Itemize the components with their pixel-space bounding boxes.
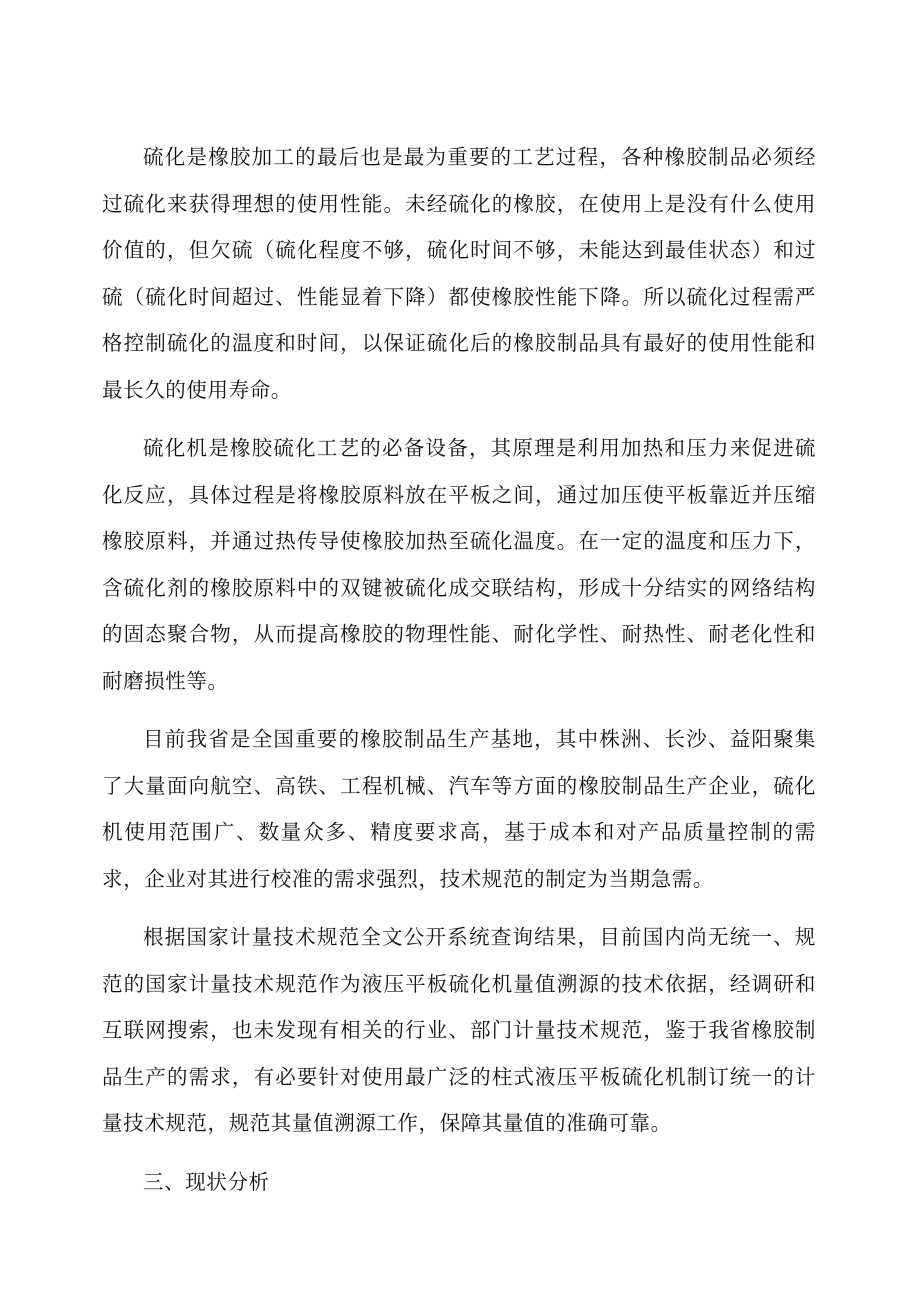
paragraph-regulation-need: 根据国家计量技术规范全文公开系统查询结果，目前国内尚无统一、规范的国家计量技术规范作为液压平板硫化机量值溯源的技术依据，经调研和互联网搜索，也未发现有相关的行业、部门计量技术规范，鉴于我省橡胶制品生产的需求，有必要针对使用最广泛的柱式液压平板硫化机制订统一的计量技术规范，规范其量值溯源工作，保障其量值的准确可靠。 [102, 925, 816, 1135]
paragraph-vulcanization-importance: 硫化是橡胶加工的最后也是最为重要的工艺过程，各种橡胶制品必须经过硫化来获得理想的使用性能。未经硫化的橡胶，在使用上是没有什么使用价值的，但欠硫（硫化程度不够，硫化时间不够，未能达到最佳状态）和过硫（硫化时间超过、性能显着下降）都使橡胶性能下降。所以硫化过程需严格控制硫化的温度和时间，以保证硫化后的橡胶制品具有最好的使用性能和最长久的使用寿命。 [102, 145, 816, 402]
document-body [102, 134, 816, 1205]
paragraph-vulcanizing-machine-principle: 硫化机是橡胶硫化工艺的必备设备，其原理是利用加热和压力来促进硫化反应，具体过程是将橡胶原料放在平板之间，通过加压使平板靠近并压缩橡胶原料，并通过热传导使橡胶加热至硫化温度。在一定的温度和压力下，含硫化剂的橡胶原料中的双键被硫化成交联结构，形成十分结实的网络结构的固态聚合物，从而提高橡胶的物理性能、耐化学性、耐热性、耐老化性和耐磨损性等。 [102, 436, 816, 693]
paragraph-provincial-industry: 目前我省是全国重要的橡胶制品生产基地，其中株洲、长沙、益阳聚集了大量面向航空、高铁、工程机械、汽车等方面的橡胶制品生产企业，硫化机使用范围广、数量众多、精度要求高，基于成本和对产品质量控制的需求，企业对其进行校准的需求强烈，技术规范的制定为当期急需。 [102, 727, 816, 891]
section-heading: 三、现状分析 [143, 1169, 270, 1194]
